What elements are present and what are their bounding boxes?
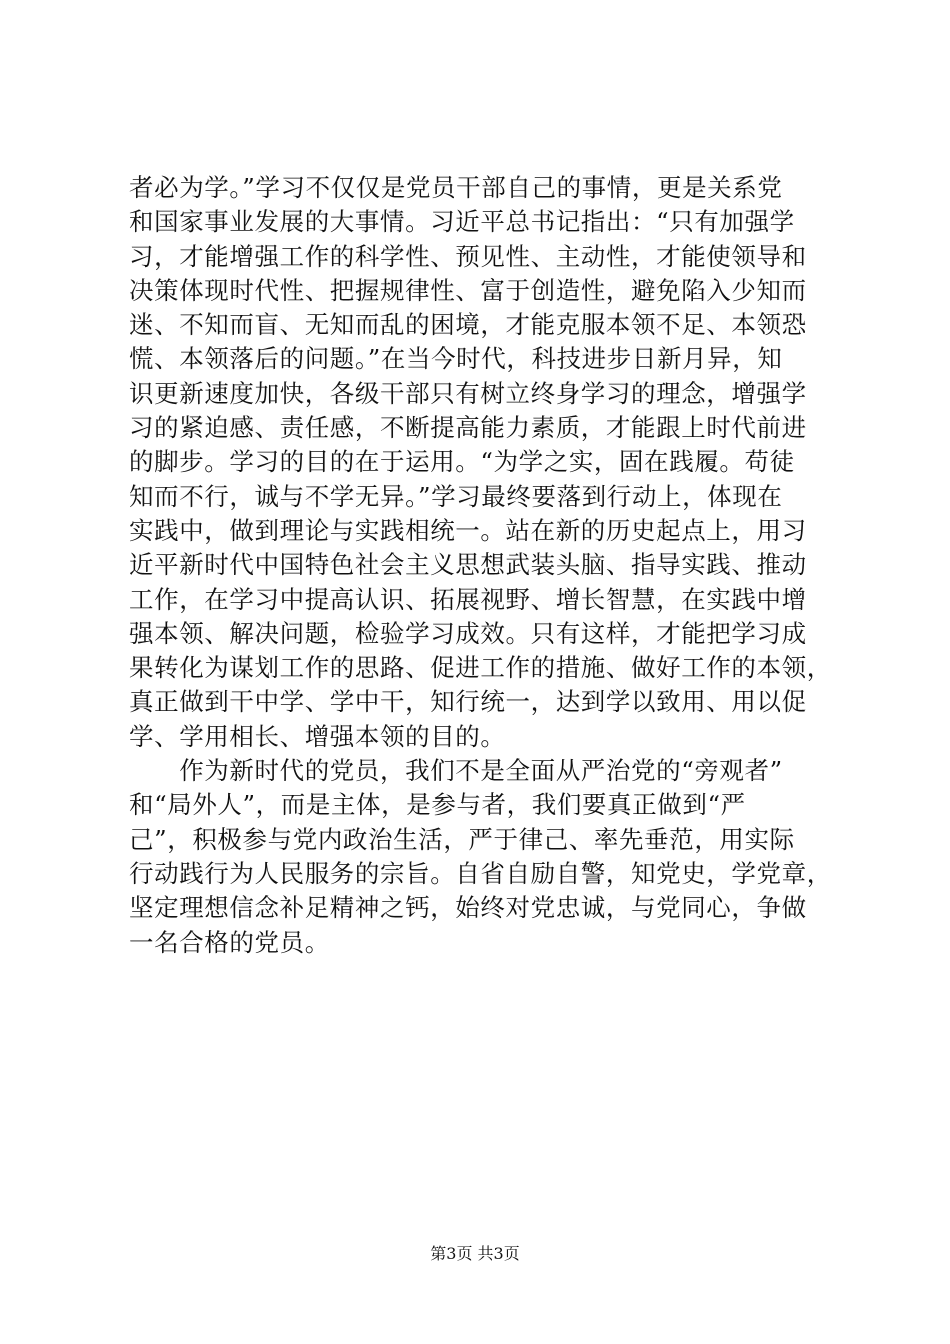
page-footer [0,1243,950,1265]
text-line: 己”，积极参与党内政治生活，严于律己、率先垂范，用实际 [129,824,795,854]
text-line: 的脚步。学习的目的在于运用。“为学之实，固在践履。苟徒 [129,447,795,477]
text-line: 学、学用相长、增强本领的目的。 [129,721,506,751]
text-line: 和“局外人”，而是主体，是参与者，我们要真正做到“严 [129,790,746,820]
text-line: 者必为学。”学习不仅仅是党员干部自己的事情，更是关系党 [129,173,783,202]
body-text [129,171,832,960]
text-line: 强本领、解决问题，检验学习成效。只有这样，才能把学习成 [129,618,807,648]
text-line: 真正做到干中学、学中干，知行统一，达到学以致用、用以促 [129,687,807,717]
text-line: 一名合格的党员。 [129,927,330,957]
text-line: 作为新时代的党员，我们不是全面从严治党的“旁观者” [129,756,783,786]
text-line: 工作，在学习中提高认识、拓展视野、增长智慧，在实践中增 [129,584,807,614]
page-number-label: 第3页 共3页 [430,1244,520,1263]
text-line: 迷、不知而盲、无知而乱的困境，才能克服本领不足、本领恐 [129,310,807,340]
text-line: 识更新速度加快，各级干部只有树立终身学习的理念，增强学 [129,378,807,408]
text-line: 实践中，做到理论与实践相统一。站在新的历史起点上，用习 [129,515,807,545]
text-line: 坚定理想信念补足精神之钙，始终对党忠诚，与党同心，争做 [129,893,807,923]
text-line: 近平新时代中国特色社会主义思想武装头脑、指导实践、推动 [129,550,807,580]
text-line: 和国家事业发展的大事情。习近平总书记指出：“只有加强学 [129,207,795,237]
text-line: 习的紧迫感、责任感，不断提高能力素质，才能跟上时代前进 [129,413,807,443]
text-line: 行动践行为人民服务的宗旨。自省自励自警，知党史，学党章， [129,858,832,888]
text-line: 习，才能增强工作的科学性、预见性、主动性，才能使领导和 [129,241,807,271]
text-line: 知而不行，诚与不学无异。”学习最终要落到行动上，体现在 [129,481,783,511]
text-line: 决策体现时代性、把握规律性、富于创造性，避免陷入少知而 [129,275,807,305]
text-line: 慌、本领落后的问题。”在当今时代，科技进步日新月异，知 [129,344,783,374]
text-line: 果转化为谋划工作的思路、促进工作的措施、做好工作的本领， [129,653,832,683]
